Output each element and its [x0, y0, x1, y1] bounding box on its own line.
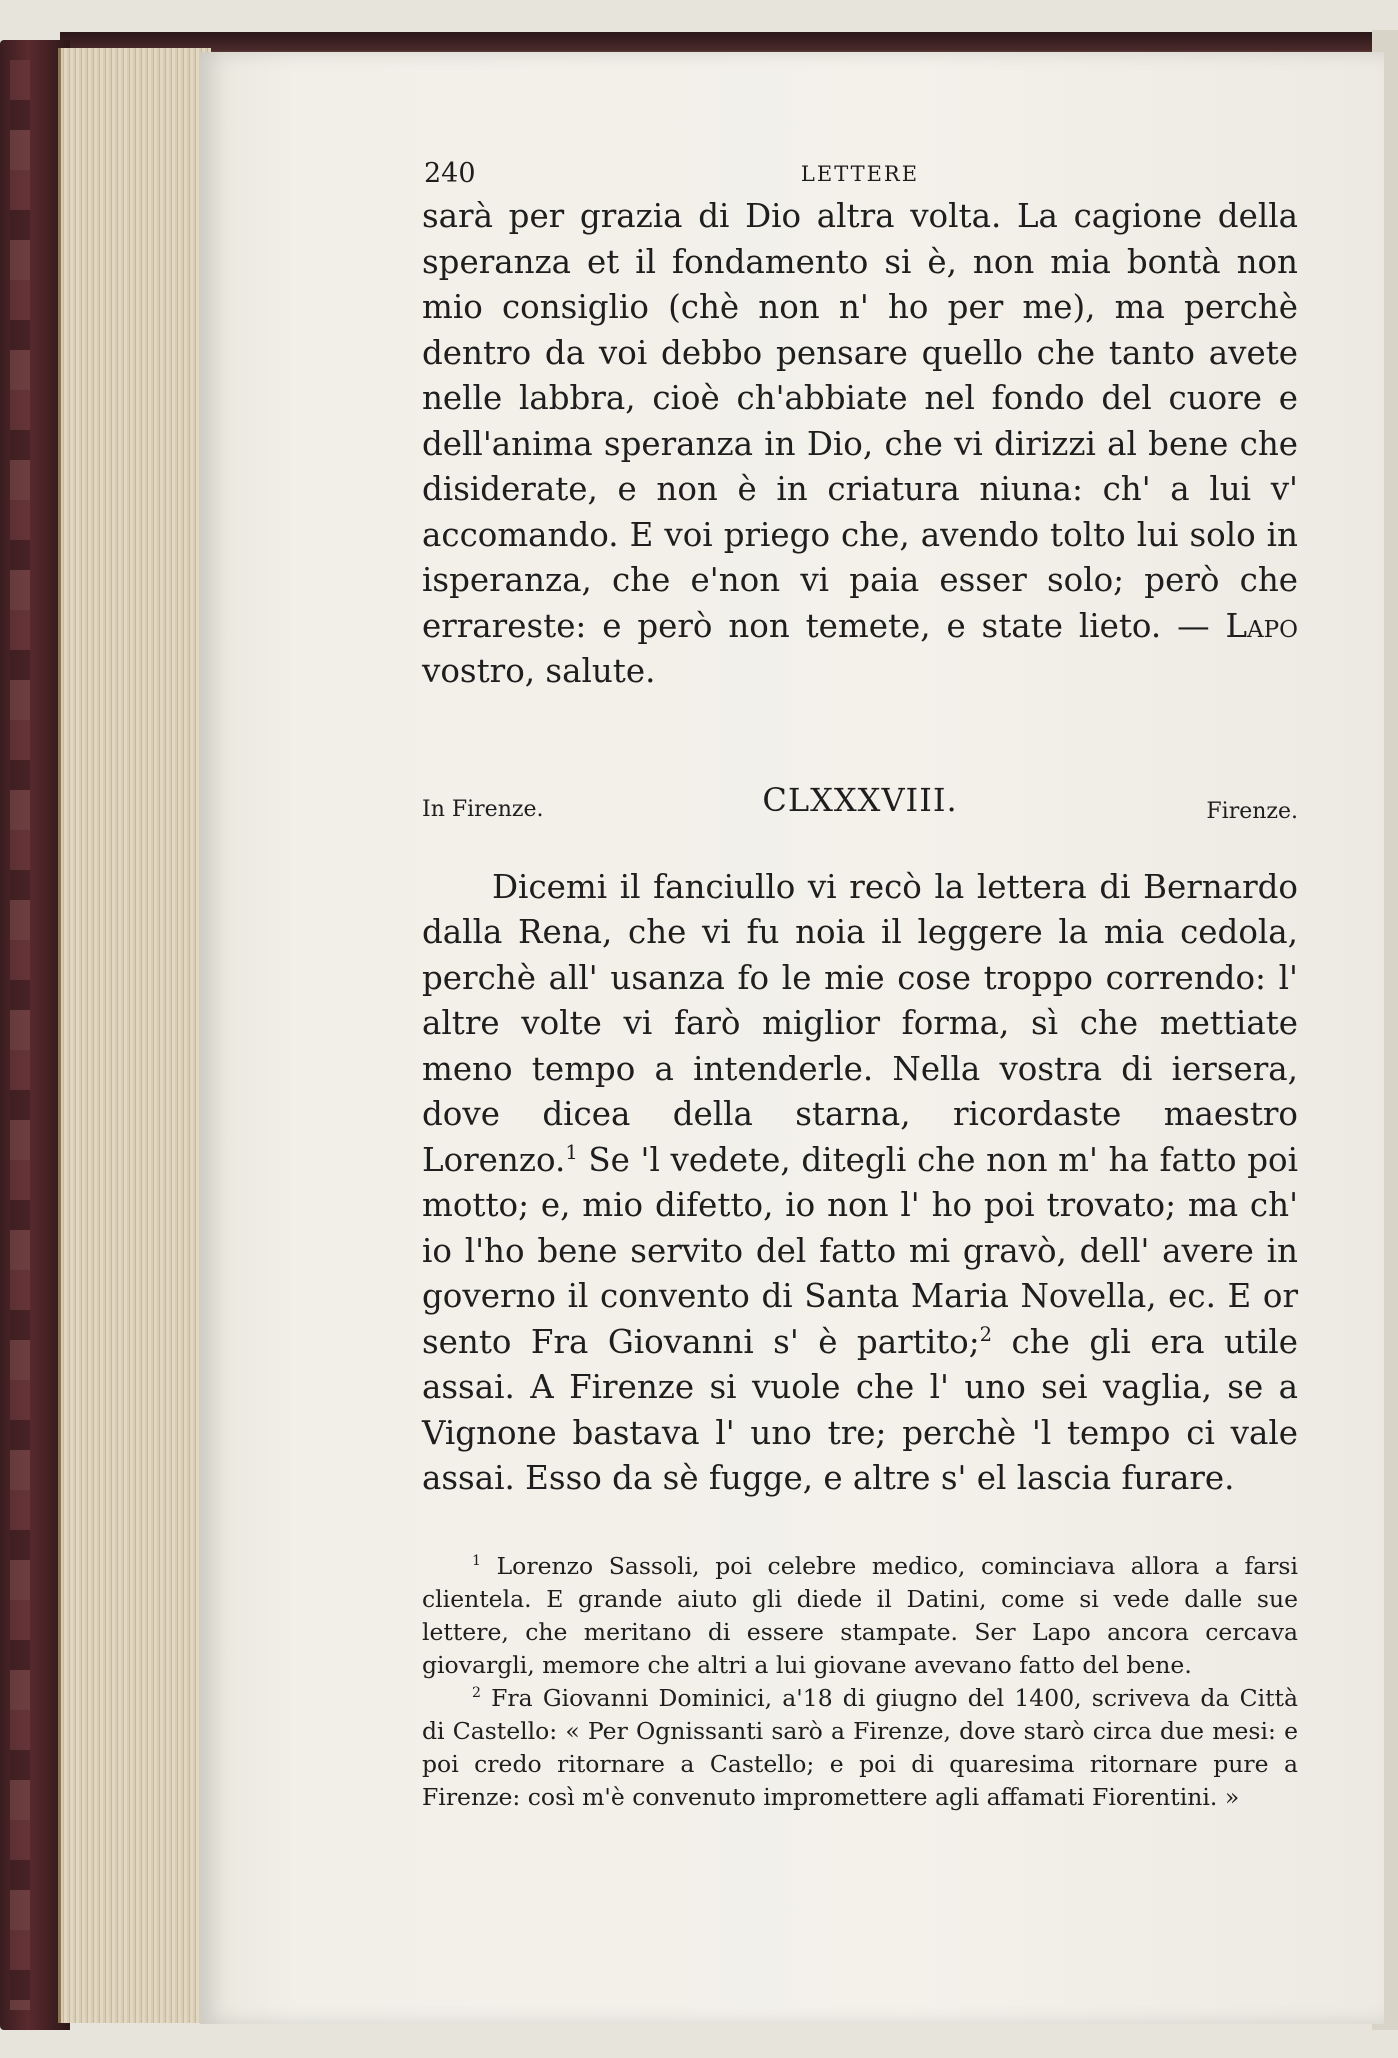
running-head	[422, 150, 1298, 194]
footnote-1-text: Lorenzo Sassoli, poi celebre medico, cominciava allora a farsi clientela. E grande aiuto gli diede il Datini, come si vede dalle sue lettere, che meritano di essere stampate. Ser Lapo ancora cercava giovargli, memore che altri a lui giovane avevano fatto del bene.	[422, 1551, 1298, 1679]
footnote-1	[422, 1550, 1298, 1682]
continuation-body: sarà per grazia di Dio altra volta. La cagione della speranza et il fondamento si è, non mia bontà non mio consiglio (chè non n' ho per me), ma perchè dentro da voi debbo pensare quello che tanto avete nelle labbra, cioè ch'abbiate nel fondo del cuore e dell'anima speranza in Dio, che vi dirizzi al bene che disiderate, e non è in criatura niuna: ch' a lui v' accomando. E voi priego che, avendo tolto lui solo in isperanza, che e'non vi paia esser solo; però che errareste: e però non temete, e state lieto. —	[422, 197, 1298, 645]
footnote-2-text: Fra Giovanni Dominici, a'18 di giugno del 1400, scriveva da Città di Castello: « Per Ognissanti sarò a Firenze, dove starò circa due mesi: e poi credo ritornare a Castello; e poi di quaresima ritornare pure a Firenze: così m'è convenuto impromettere agli affamati Fiorentini. »	[422, 1683, 1298, 1811]
footnote-ref-1: 1	[565, 1140, 578, 1164]
signature: Lapo	[1225, 606, 1298, 645]
page-number: 240	[424, 158, 476, 189]
closing-salutation: vostro, salute.	[422, 652, 656, 690]
page-content	[422, 150, 1298, 1814]
continued-letter-text	[422, 194, 1298, 695]
letter-number: CLXXXVIII.	[762, 780, 958, 819]
letter-origin: In Firenze.	[422, 796, 544, 822]
footnote-ref-2: 2	[979, 1322, 993, 1346]
page-edges	[58, 48, 211, 2023]
letter-body-part-1: Dicemi il fanciullo vi recò la lettera di Bernardo dalla Rena, che vi fu noia il leggere la mia cedola, perchè all' usanza fo le mie cose troppo correndo: l' altre volte vi farò miglior forma, sì che mettiate meno tempo a intenderle. Nella vostra di iersera, dove dicea della starna, ricordaste maestro Lorenzo.	[422, 867, 1298, 1179]
letter-heading	[422, 775, 1298, 835]
footnote-2-marker: 2	[472, 1684, 481, 1701]
running-title: LETTERE	[800, 162, 920, 186]
letter-body-part-3: che gli era utile assai. A Firenze si vuole che l' uno sei vaglia, se a Vignone bastava l' uno tre; perchè 'l tempo ci vale assai. Esso da sè fugge, e altre s' el lascia furare.	[422, 1322, 1298, 1497]
letter-body	[422, 865, 1298, 1502]
footnote-2	[422, 1682, 1298, 1814]
letter-body-part-2: Se 'l vedete, ditegli che non m' ha fatto poi motto; e, mio difetto, io non l' ho poi trovato; ma ch' io l'ho bene servito del fatto mi gravò, dell' avere in governo il convento di Santa Maria Novella, ec. E or sento Fra Giovanni s' è partito;	[422, 1140, 1298, 1361]
letter-destination: Firenze.	[1206, 798, 1298, 824]
footnote-1-marker: 1	[472, 1552, 481, 1569]
footnotes	[422, 1550, 1298, 1814]
